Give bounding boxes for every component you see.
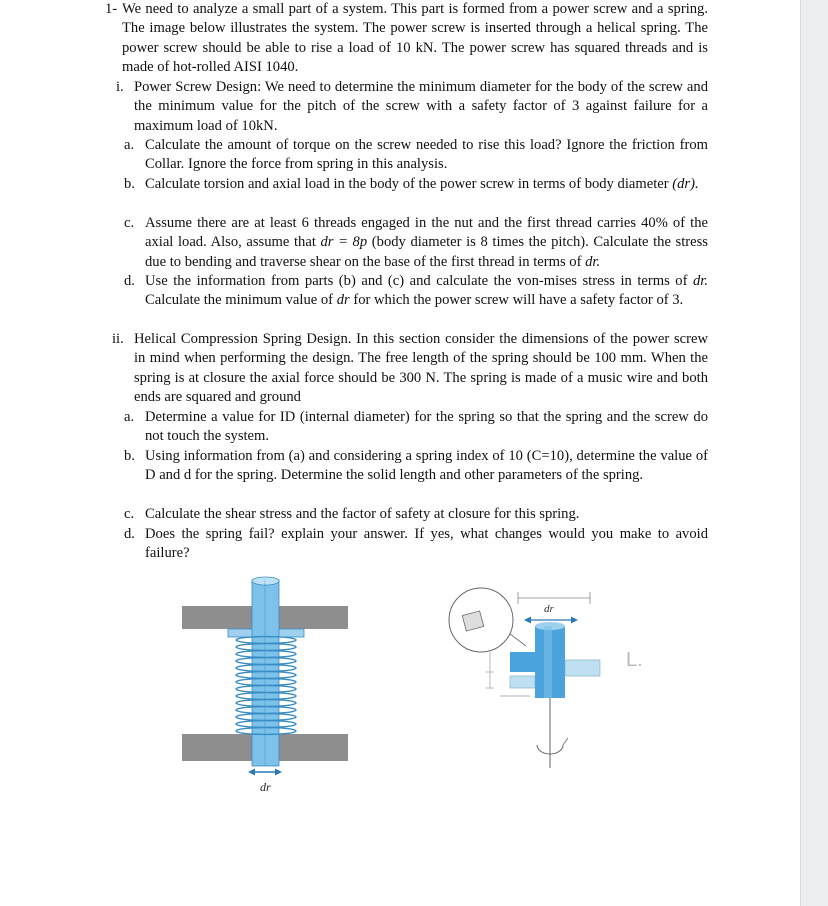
item-i-a-text: Calculate the amount of torque on the screw needed to rise this load? Ignore the friction from Collar. Ignore the force from spring in this analysis. bbox=[145, 137, 708, 173]
item-i-c-letter: c. bbox=[124, 215, 135, 231]
item-ii-a-letter: a. bbox=[124, 409, 135, 425]
page-edge-scrollbar bbox=[800, 0, 828, 906]
screw-shaft bbox=[252, 580, 279, 766]
section-i-text: Power Screw Design: We need to determine the minimum diameter for the body of the screw and the minimum value for the pitch of the screw with a safety factor of 3 against failure for a maximum load of 10kN. bbox=[134, 79, 708, 134]
left-diameter-label: dr bbox=[260, 780, 271, 794]
spring-coils bbox=[236, 637, 296, 735]
screw-spring-figure bbox=[176, 572, 356, 797]
item-i-c-text: Assume there are at least 6 threads engaged in the nut and the first thread carries 40% of the axial load. Also, assume that dr = 8p (body diameter is 8 times the pitch). Calculate the stress due to bending and traverse shear on the base of the first thread in terms of dr. bbox=[145, 215, 708, 270]
item-ii-a-text: Determine a value for ID (internal diameter) for the spring so that the spring and the screw do not touch the system. bbox=[145, 409, 708, 445]
section-ii-number: ii. bbox=[112, 331, 124, 347]
problem-intro: We need to analyze a small part of a system. This part is formed from a power screw and a spring. The image below illustrates the system. The power screw is inserted through a helical spring. The power screw should be able to rise a load of 10 kN. The power screw has squared threads and is made of hot-rolled AISI 1040. bbox=[122, 1, 708, 76]
item-i-c-equation: dr = 8p bbox=[320, 234, 368, 251]
item-ii-c-letter: c. bbox=[124, 506, 135, 522]
item-ii-b-letter: b. bbox=[124, 448, 135, 464]
item-ii-b-text: Using information from (a) and considering a spring index of 10 (C=10), determine the value of D and d for the spring. Determine the solid length and other parameters of the spring. bbox=[145, 448, 708, 484]
thread-detail-figure bbox=[440, 580, 660, 780]
problem-number: 1- bbox=[105, 1, 118, 17]
right-diameter-label: dr bbox=[544, 603, 554, 615]
item-i-b-letter: b. bbox=[124, 176, 135, 192]
item-i-c-variable: dr. bbox=[585, 253, 601, 270]
item-ii-c-text: Calculate the shear stress and the factor of safety at closure for this spring. bbox=[145, 506, 580, 522]
thread-tooth bbox=[510, 652, 535, 672]
item-ii-d-letter: d. bbox=[124, 526, 135, 542]
item-ii-d-text: Does the spring fail? explain your answer. If yes, what changes would you make to avoid failure? bbox=[145, 526, 708, 562]
item-i-b-variable: (dr). bbox=[672, 176, 699, 192]
section-i-number: i. bbox=[116, 79, 124, 95]
section-ii-text: Helical Compression Spring Design. In this section consider the dimensions of the power screw in mind when performing the design. The free length of the spring should be 100 mm. When the spring is at closure the axial force should be 300 N. The spring is made of a music wire and both ends are squared and ground bbox=[134, 331, 708, 406]
item-i-d-letter: d. bbox=[124, 273, 135, 289]
item-i-d-text: Use the information from parts (b) and (c) and calculate the von-mises stress in terms of dr. Calculate the minimum value of dr for which the power screw will have a safety factor of 3. bbox=[145, 273, 708, 309]
item-i-a-letter: a. bbox=[124, 137, 135, 153]
item-i-b-text bbox=[145, 175, 708, 194]
item-i-b-text-main: Calculate torsion and axial load in the body of the power screw in terms of body diameter bbox=[145, 176, 669, 192]
side-mark: L. bbox=[626, 649, 643, 671]
